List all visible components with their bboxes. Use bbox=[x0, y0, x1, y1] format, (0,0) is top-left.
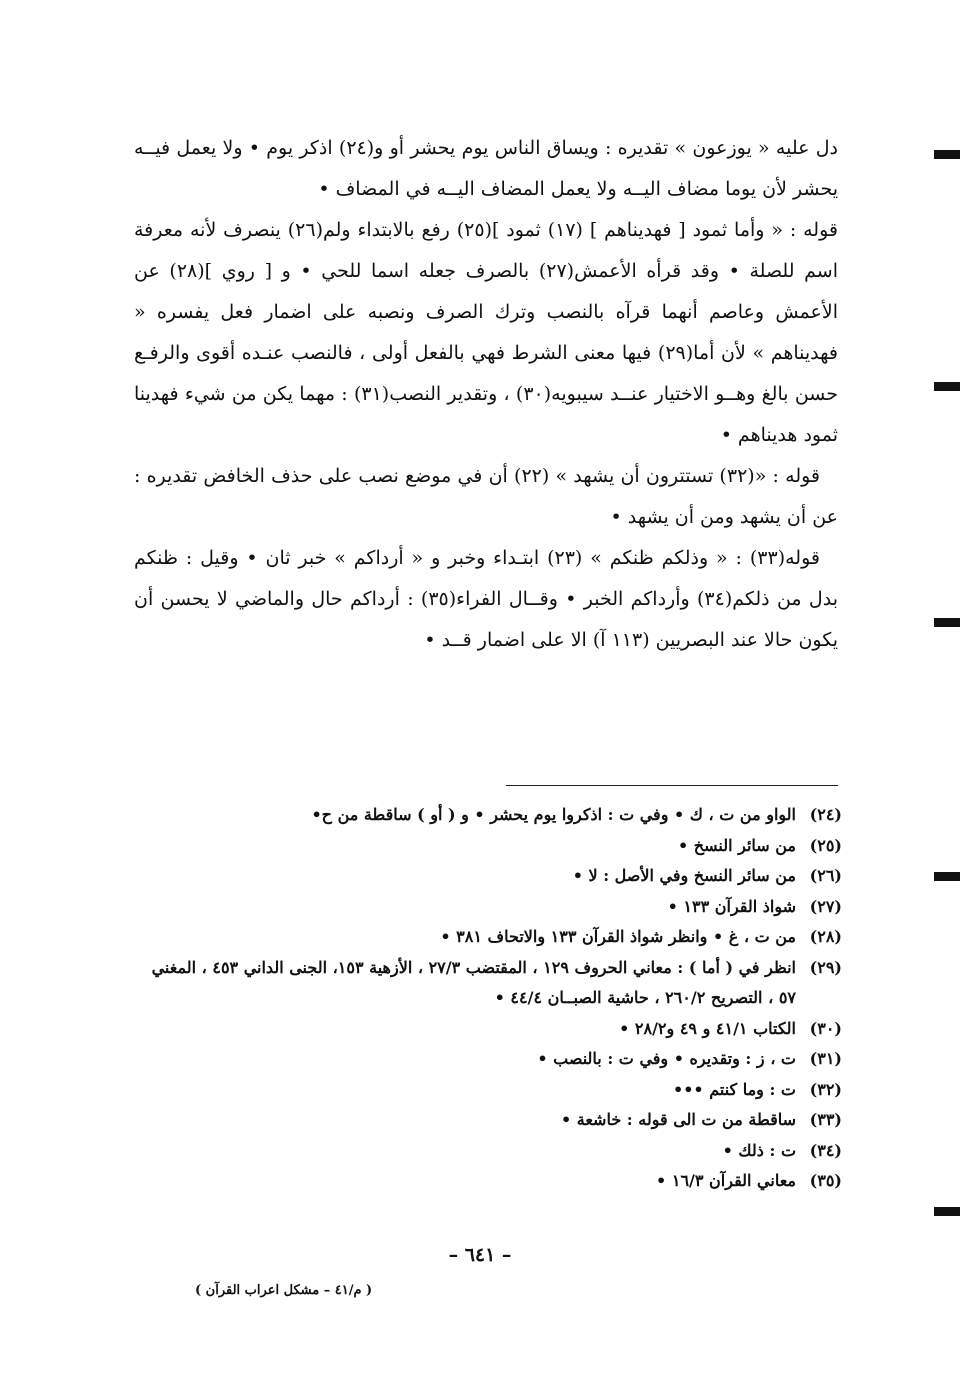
footnote bbox=[130, 1105, 842, 1136]
footnote-text: شواذ القرآن ١٣٣ • bbox=[667, 896, 796, 916]
footnote-divider bbox=[506, 785, 838, 786]
footnote-text: الكتاب ٤١/١ و ٤٩ و٢٨/٢ • bbox=[619, 1018, 796, 1038]
footnote bbox=[130, 1044, 842, 1075]
footnote-text: من سائر النسخ • bbox=[678, 835, 796, 855]
margin-mark bbox=[934, 872, 960, 881]
footnote-number: (٣٤) bbox=[809, 1140, 842, 1160]
footnote-number: (٢٧) bbox=[809, 896, 842, 916]
footnote bbox=[130, 953, 842, 1014]
footnote-text: انظر في ( أما ) : معاني الحروف ١٢٩ ، المقتضب ٢٧/٣ ، الأزهية ١٥٣، الجنى الداني ٤٥٣ ، المغني ٥٧ ، التصريح ٢٦٠/٢ ، حاشية الصبــان ٤٤/٤ • bbox=[151, 957, 796, 1007]
footnote bbox=[130, 922, 842, 953]
footnote bbox=[130, 1014, 842, 1045]
footnote bbox=[130, 892, 842, 923]
footnote-number: (٣٥) bbox=[809, 1171, 842, 1190]
footnote-text: من ت ، غ • وانظر شواذ القرآن ١٣٣ والاتحاف ٣٨١ • bbox=[440, 927, 796, 946]
footnote bbox=[130, 1136, 842, 1167]
footnote-number: (٢٥) bbox=[809, 835, 842, 855]
footnote-number: (٣٢) bbox=[809, 1079, 842, 1099]
paragraph: قوله : «(٣٢) تستترون أن يشهد » (٢٢) أن في موضع نصب على حذف الخافض تقديره : عن أن يشهد ومن أن يشهد • bbox=[134, 465, 838, 528]
footnote-text: ت : ذلك • bbox=[722, 1140, 796, 1160]
main-text bbox=[134, 128, 838, 661]
footnote-text: من سائر النسخ وفي الأصل : لا • bbox=[572, 866, 796, 885]
footnote-text: ساقطة من ت الى قوله : خاشعة • bbox=[560, 1110, 796, 1129]
footnote-number: (٢٦) bbox=[809, 866, 842, 885]
footnote-number: (٣١) bbox=[809, 1049, 842, 1068]
footnotes bbox=[130, 800, 842, 1197]
footnote-text: ت ، ز : وتقديره • وفي ت : بالنصب • bbox=[537, 1049, 796, 1068]
paragraph: قوله(٣٣) : « وذلكم ظنكم » (٢٣) ابتـداء وخبر و « أرداكم » خبر ثان • وقيل : ظنكم بدل من ذلكم(٣٤) وأرداكم الخبر • وقــال الفراء(٣٥) : أرداكم حال والماضي لا يحسن أن يكون حالا عند البصريين (١١٣ آ) الا على اضمار قــد • bbox=[134, 547, 838, 651]
footnote bbox=[130, 800, 842, 831]
footnote bbox=[130, 861, 842, 892]
footnote bbox=[130, 831, 842, 862]
footnote bbox=[130, 1075, 842, 1106]
footnote-text: معاني القرآن ١٦/٣ • bbox=[656, 1171, 796, 1190]
footnote bbox=[130, 1166, 842, 1197]
margin-mark bbox=[934, 150, 960, 159]
footnote-number: (٢٩) bbox=[809, 957, 842, 977]
margin-mark bbox=[934, 382, 960, 391]
footnote-number: (٢٨) bbox=[809, 927, 842, 946]
margin-mark bbox=[934, 1207, 960, 1216]
paragraph: دل عليه « يوزعون » تقديره : ويساق الناس يوم يحشر أو و(٢٤) اذكر يوم • ولا يعمل فيــه يحشر لأن يوما مضاف اليــه ولا يعمل المضاف اليــه في المضاف • bbox=[134, 137, 839, 200]
footnote-number: (٢٤) bbox=[809, 805, 842, 824]
footnote-text: الواو من ت ، ك • وفي ت : اذكروا يوم يحشر • و ( أو ) ساقطة من ح• bbox=[311, 805, 796, 824]
footnote-text: ت : وما كنتم ••• bbox=[672, 1079, 796, 1099]
page-number: – ٦٤١ – bbox=[448, 1244, 512, 1266]
footnote-number: (٣٠) bbox=[809, 1018, 842, 1038]
paragraph: قوله : « وأما ثمود [ فهديناهم ] (١٧) ثمود ](٢٥) رفع بالابتداء ولم(٢٦) ينصرف لأنه معرفة اسم للصلة • وقد قرأه الأعمش(٢٧) بالصرف جعله اسما للحي • و [ روي ](٢٨) عن الأعمش وعاصم أنهما قرآه بالنصب وترك الصرف ونصبه على اضمار فعل يفسره « فهديناهم » لأن أما(٢٩) فيها معنى الشرط فهي بالفعل أولى ، فالنصب عنـده أقوى والرفـع حسن بالغ وهــو الاختيار عنــد سيبويه(٣٠) ، وتقدير النصب(٣١) : مهما يكن من شيء فهدينا ثمود هديناهم • bbox=[134, 219, 839, 446]
margin-mark bbox=[934, 618, 960, 627]
running-footer: ( م/٤١ – مشكل اعراب القرآن ) bbox=[195, 1283, 373, 1298]
footnote-number: (٣٣) bbox=[809, 1110, 842, 1129]
